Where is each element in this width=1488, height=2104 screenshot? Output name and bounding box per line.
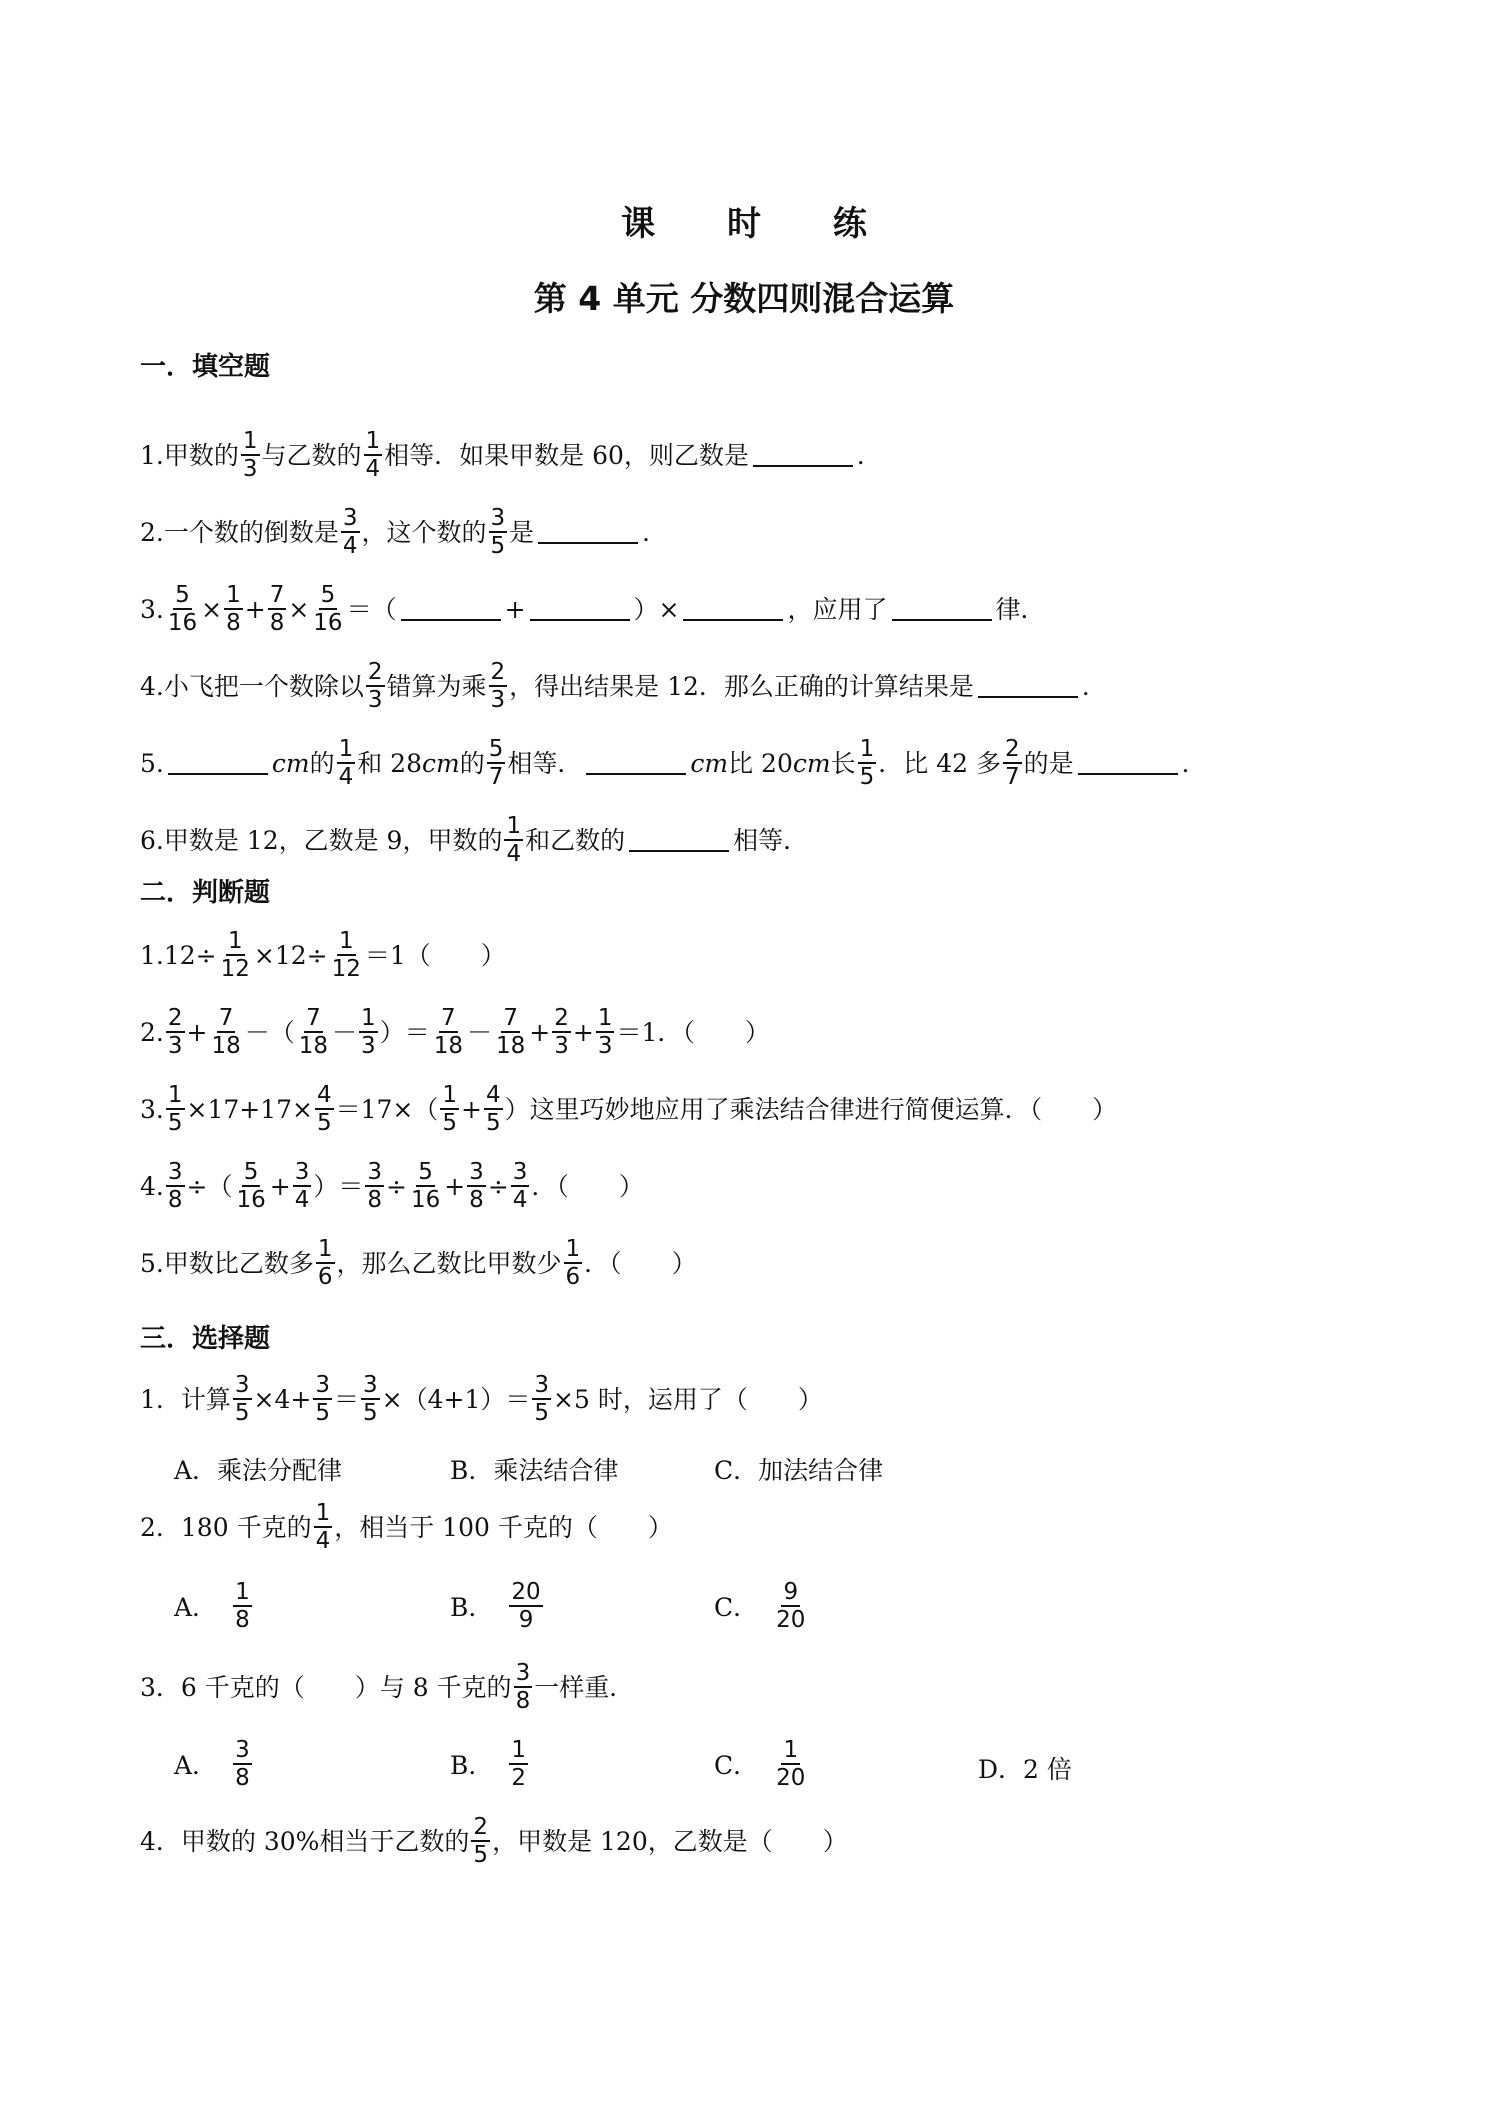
section-choice-heading: 三．选择题 (140, 1324, 271, 1354)
fraction (774, 1580, 807, 1632)
fill-question-1: 1.甲数的 $\frac{1}{3}$ 与乙数的 $\frac{1}{4}$ 相等．如果甲数是 60，则乙数是 ． (140, 427, 882, 482)
fraction (364, 429, 383, 481)
judge-question-1: 1.12÷ $\frac{1}{12}$ ×12÷ $\frac{1}{12}$ ＝1（ ） (140, 927, 506, 982)
section-fill-heading: 一．填空题 (140, 352, 271, 382)
fraction-numerator: 3 (166, 1160, 185, 1187)
fraction-denominator: 3 (167, 1033, 183, 1059)
fraction (509, 1738, 528, 1790)
fraction-numerator: 7 (501, 1006, 520, 1033)
fraction (268, 583, 287, 635)
fraction-denominator: 5 (490, 533, 506, 559)
fraction-denominator: 7 (488, 764, 504, 790)
fraction-numerator: 3 (341, 506, 360, 533)
fraction-denominator: 7 (1004, 764, 1020, 790)
judge-question-3: 3. $\frac{1}{5}$ ×17+17× $\frac{4}{5}$ ＝17×（ $\frac{1}{5}$ + $\frac{4}{5}$ ）这里巧妙地应用了乘法结合律进行简便运算．（ ） (140, 1081, 1118, 1136)
fraction (494, 1006, 527, 1058)
fraction-numerator: 7 (268, 583, 287, 610)
choice-1-option-a: A．乘法分配律 (174, 1456, 343, 1485)
fraction-numerator: 2 (471, 1815, 490, 1842)
fraction-numerator: 3 (233, 1738, 252, 1765)
choice-1-option-b: B．乘法结合律 (450, 1456, 619, 1485)
fraction (341, 506, 360, 558)
fraction-numerator: 5 (416, 1160, 435, 1187)
choice-3-option-b: B． $\frac{1}{2}$ (450, 1737, 527, 1792)
fraction-denominator: 20 (776, 1607, 806, 1634)
fraction (166, 583, 199, 635)
fraction-numerator: 4 (315, 1083, 334, 1110)
fraction (484, 1083, 503, 1135)
fraction (511, 1160, 530, 1212)
fraction-numerator: 3 (489, 506, 508, 533)
fraction (311, 583, 344, 635)
choice-3-option-d: D．2 倍 (978, 1755, 1072, 1784)
fraction (233, 1738, 252, 1790)
fraction-denominator: 5 (234, 1400, 250, 1426)
fraction-numerator: 3 (233, 1373, 252, 1400)
fraction-numerator: 1 (564, 1237, 583, 1264)
answer-blank (168, 751, 268, 775)
fraction-numerator: 2 (552, 1006, 571, 1033)
answer-blank (683, 597, 783, 621)
answer-blank (538, 520, 638, 544)
fraction-numerator: 1 (596, 1006, 615, 1033)
fraction-denominator: 12 (331, 956, 361, 982)
fraction-numerator: 1 (337, 929, 356, 956)
fraction (233, 1580, 252, 1632)
fraction-denominator: 16 (313, 610, 343, 636)
fraction-numerator: 5 (242, 1160, 261, 1187)
page-subtitle: 第 4 单元 分数四则混合运算 (533, 279, 955, 318)
fraction (233, 1373, 252, 1425)
fraction-numerator: 1 (226, 929, 245, 956)
fraction-numerator: 1 (781, 1738, 800, 1765)
fraction (1003, 737, 1022, 789)
fraction-denominator: 4 (338, 764, 354, 790)
fraction (241, 429, 260, 481)
fraction (365, 1160, 384, 1212)
fraction (224, 583, 243, 635)
fraction-denominator: 3 (490, 687, 506, 713)
fraction-denominator: 8 (235, 1607, 250, 1634)
answer-blank (892, 597, 992, 621)
fraction-denominator: 3 (554, 1033, 569, 1059)
fraction-numerator: 5 (173, 583, 192, 610)
fraction-denominator: 6 (565, 1264, 581, 1290)
fraction-denominator: 8 (235, 1765, 250, 1792)
fraction-denominator: 5 (442, 1110, 458, 1136)
answer-blank (629, 828, 729, 852)
fraction (234, 1160, 267, 1212)
fraction-numerator: 3 (313, 1373, 332, 1400)
fraction-denominator: 18 (298, 1033, 329, 1059)
fraction-denominator: 16 (410, 1187, 441, 1213)
fraction-numerator: 3 (293, 1160, 312, 1187)
fraction-numerator: 1 (241, 429, 260, 456)
fraction-denominator: 8 (367, 1187, 382, 1213)
fraction (596, 1006, 615, 1058)
fraction-denominator: 18 (496, 1033, 526, 1059)
fraction-denominator: 5 (473, 1842, 489, 1868)
fraction-numerator: 3 (361, 1373, 380, 1400)
choice-2-option-b: B． $\frac{20}{9}$ (450, 1579, 541, 1634)
fraction-denominator: 16 (236, 1187, 266, 1213)
fraction-numerator: 1 (166, 1083, 185, 1110)
fraction-denominator: 3 (361, 1033, 376, 1059)
answer-blank (753, 443, 853, 467)
choice-question-2: 2．180 千克的 $\frac{1}{4}$ ，相当于 100 千克的（ ） (140, 1499, 673, 1554)
fill-question-3: 3. $\frac{5}{16}$ × $\frac{1}{8}$ + $\frac{7}{8}$ × $\frac{5}{16}$ ＝（ + ）× ，应用了 律． (140, 581, 1046, 636)
fraction-numerator: 1 (858, 737, 877, 764)
fraction-denominator: 4 (315, 1528, 331, 1554)
fraction (440, 1083, 459, 1135)
fraction-denominator: 4 (506, 841, 522, 867)
judge-question-5: 5.甲数比乙数多 $\frac{1}{6}$ ，那么乙数比甲数少 $\frac{1}{6}$ ．（ ） (140, 1235, 697, 1290)
page-title: 课 时 练 (621, 204, 897, 244)
fraction-numerator: 2 (489, 660, 508, 687)
fraction (409, 1160, 442, 1212)
fraction (532, 1373, 551, 1425)
fraction-numerator: 1 (233, 1580, 252, 1607)
fraction-numerator: 1 (314, 1501, 333, 1528)
fraction-denominator: 5 (363, 1400, 378, 1426)
choice-question-3: 3．6 千克的（ ）与 8 千克的 $\frac{3}{8}$ 一样重． (140, 1659, 635, 1714)
fraction-numerator: 7 (304, 1006, 323, 1033)
answer-blank (530, 597, 630, 621)
fraction-numerator: 20 (509, 1580, 542, 1607)
fraction-denominator: 5 (485, 1110, 501, 1136)
fraction (504, 814, 523, 866)
fraction (166, 1006, 185, 1058)
fraction-denominator: 8 (226, 610, 241, 636)
fraction-numerator: 7 (439, 1006, 458, 1033)
fraction-denominator: 2 (511, 1765, 527, 1792)
fraction-numerator: 1 (224, 583, 243, 610)
fraction-denominator: 18 (211, 1033, 241, 1059)
fraction-denominator: 16 (167, 610, 198, 636)
choice-2-option-a: A． $\frac{1}{8}$ (174, 1579, 250, 1634)
fraction-numerator: 2 (1003, 737, 1022, 764)
choice-1-option-c: C．加法结合律 (714, 1456, 884, 1485)
fraction (858, 737, 877, 789)
fraction-numerator: 2 (366, 660, 385, 687)
fill-question-5: 5. cm 的 $\frac{1}{4}$ 和 28 cm 的 $\frac{5}{7}$ 相等． cm 比 20 cm 长 $\frac{1}{5}$ ．比 42 多 $\frac{2}{7}$ 的是 ． (140, 735, 1207, 790)
fill-question-4: 4.小飞把一个数除以 $\frac{2}{3}$ 错算为乘 $\frac{2}{3}$ ，得出结果是 12．那么正确的计算结果是 ． (140, 658, 1107, 713)
fraction (509, 1580, 542, 1632)
answer-blank (978, 674, 1078, 698)
fraction (514, 1661, 533, 1713)
fraction-denominator: 4 (342, 533, 358, 559)
fraction-denominator: 3 (242, 456, 258, 482)
fraction (564, 1237, 583, 1289)
fraction (219, 929, 252, 981)
fraction-denominator: 5 (316, 1110, 332, 1136)
judge-question-2: 2. $\frac{2}{3}$ + $\frac{7}{18}$ －（ $\frac{7}{18}$ － $\frac{1}{3}$ ）＝ $\frac{7}{18}$ － $\frac{7}{18}$ + $\frac{2}{3}$ + $\frac{1}{3}$ ＝1．（ ） (140, 1004, 770, 1059)
fraction-denominator: 4 (294, 1187, 310, 1213)
fraction (432, 1006, 465, 1058)
fraction-denominator: 12 (220, 956, 250, 982)
fraction-denominator: 8 (469, 1187, 484, 1213)
judge-question-4: 4. $\frac{3}{8}$ ÷（ $\frac{5}{16}$ + $\frac{3}{4}$ ）＝ $\frac{3}{8}$ ÷ $\frac{5}{16}$ + $\frac{3}{8}$ ÷ $\frac{3}{4}$ ．（ ） (140, 1158, 644, 1213)
choice-question-4: 4．甲数的 30%相当于乙数的 $\frac{2}{5}$ ，甲数是 120，乙数是（ ） (140, 1813, 848, 1868)
fraction-numerator: 3 (467, 1160, 486, 1187)
fraction (361, 1373, 380, 1425)
fraction-denominator: 4 (512, 1187, 528, 1213)
fraction (774, 1738, 807, 1790)
fraction (166, 1160, 185, 1212)
fraction (337, 737, 356, 789)
fraction-denominator: 5 (859, 764, 875, 790)
fraction (489, 506, 508, 558)
fraction (316, 1237, 335, 1289)
fraction-numerator: 1 (509, 1738, 528, 1765)
fraction-denominator: 8 (167, 1187, 183, 1213)
fraction-numerator: 2 (166, 1006, 185, 1033)
fraction (297, 1006, 330, 1058)
fraction-numerator: 1 (504, 814, 523, 841)
fill-question-6: 6.甲数是 12，乙数是 9，甲数的 $\frac{1}{4}$ 和乙数的 相等． (140, 812, 809, 867)
fraction-denominator: 9 (518, 1607, 534, 1634)
fraction-numerator: 1 (337, 737, 356, 764)
fraction (209, 1006, 242, 1058)
fraction (330, 929, 363, 981)
fraction-denominator: 3 (597, 1033, 613, 1059)
fraction-numerator: 3 (532, 1373, 551, 1400)
fraction (315, 1083, 334, 1135)
fraction (489, 660, 508, 712)
fraction-numerator: 3 (514, 1661, 533, 1688)
fraction-numerator: 1 (316, 1237, 335, 1264)
fraction (166, 1083, 185, 1135)
fraction (467, 1160, 486, 1212)
fraction (552, 1006, 571, 1058)
fraction-denominator: 3 (367, 687, 383, 713)
choice-2-option-c: C． $\frac{9}{20}$ (714, 1579, 806, 1634)
fraction-numerator: 5 (487, 737, 506, 764)
fraction-numerator: 1 (440, 1083, 459, 1110)
fraction-denominator: 5 (167, 1110, 183, 1136)
fraction (359, 1006, 378, 1058)
fraction-numerator: 5 (319, 583, 338, 610)
choice-3-option-c: C． $\frac{1}{20}$ (714, 1737, 806, 1792)
fraction-denominator: 4 (365, 456, 381, 482)
answer-blank (586, 751, 686, 775)
fraction-denominator: 5 (534, 1400, 550, 1426)
answer-blank (1078, 751, 1178, 775)
fraction-denominator: 8 (269, 610, 285, 636)
fraction (314, 1501, 333, 1553)
fraction (313, 1373, 332, 1425)
fraction-denominator: 18 (433, 1033, 463, 1059)
choice-3-option-a: A． $\frac{3}{8}$ (174, 1737, 250, 1792)
fraction-denominator: 6 (317, 1264, 333, 1290)
fraction (293, 1160, 312, 1212)
fraction (471, 1815, 490, 1867)
fraction (487, 737, 506, 789)
fraction-numerator: 3 (365, 1160, 384, 1187)
fraction-numerator: 9 (781, 1580, 800, 1607)
fill-question-2: 2.一个数的倒数是 $\frac{3}{4}$ ，这个数的 $\frac{3}{5}$ 是 ． (140, 504, 668, 559)
fraction-numerator: 4 (484, 1083, 503, 1110)
fraction-denominator: 20 (776, 1765, 806, 1792)
choice-question-1: 1．计算 $\frac{3}{5}$ ×4+ $\frac{3}{5}$ ＝ $\frac{3}{5}$ ×（4+1）＝ $\frac{3}{5}$ ×5 时，运用了（ ） (140, 1371, 823, 1426)
fraction-denominator: 8 (515, 1688, 531, 1714)
section-judge-heading: 二．判断题 (140, 878, 271, 908)
fraction (366, 660, 385, 712)
fraction-numerator: 3 (511, 1160, 530, 1187)
fraction-numerator: 7 (217, 1006, 236, 1033)
fraction-numerator: 1 (364, 429, 383, 456)
fraction-denominator: 5 (315, 1400, 330, 1426)
answer-blank (401, 597, 501, 621)
fraction-numerator: 1 (359, 1006, 378, 1033)
